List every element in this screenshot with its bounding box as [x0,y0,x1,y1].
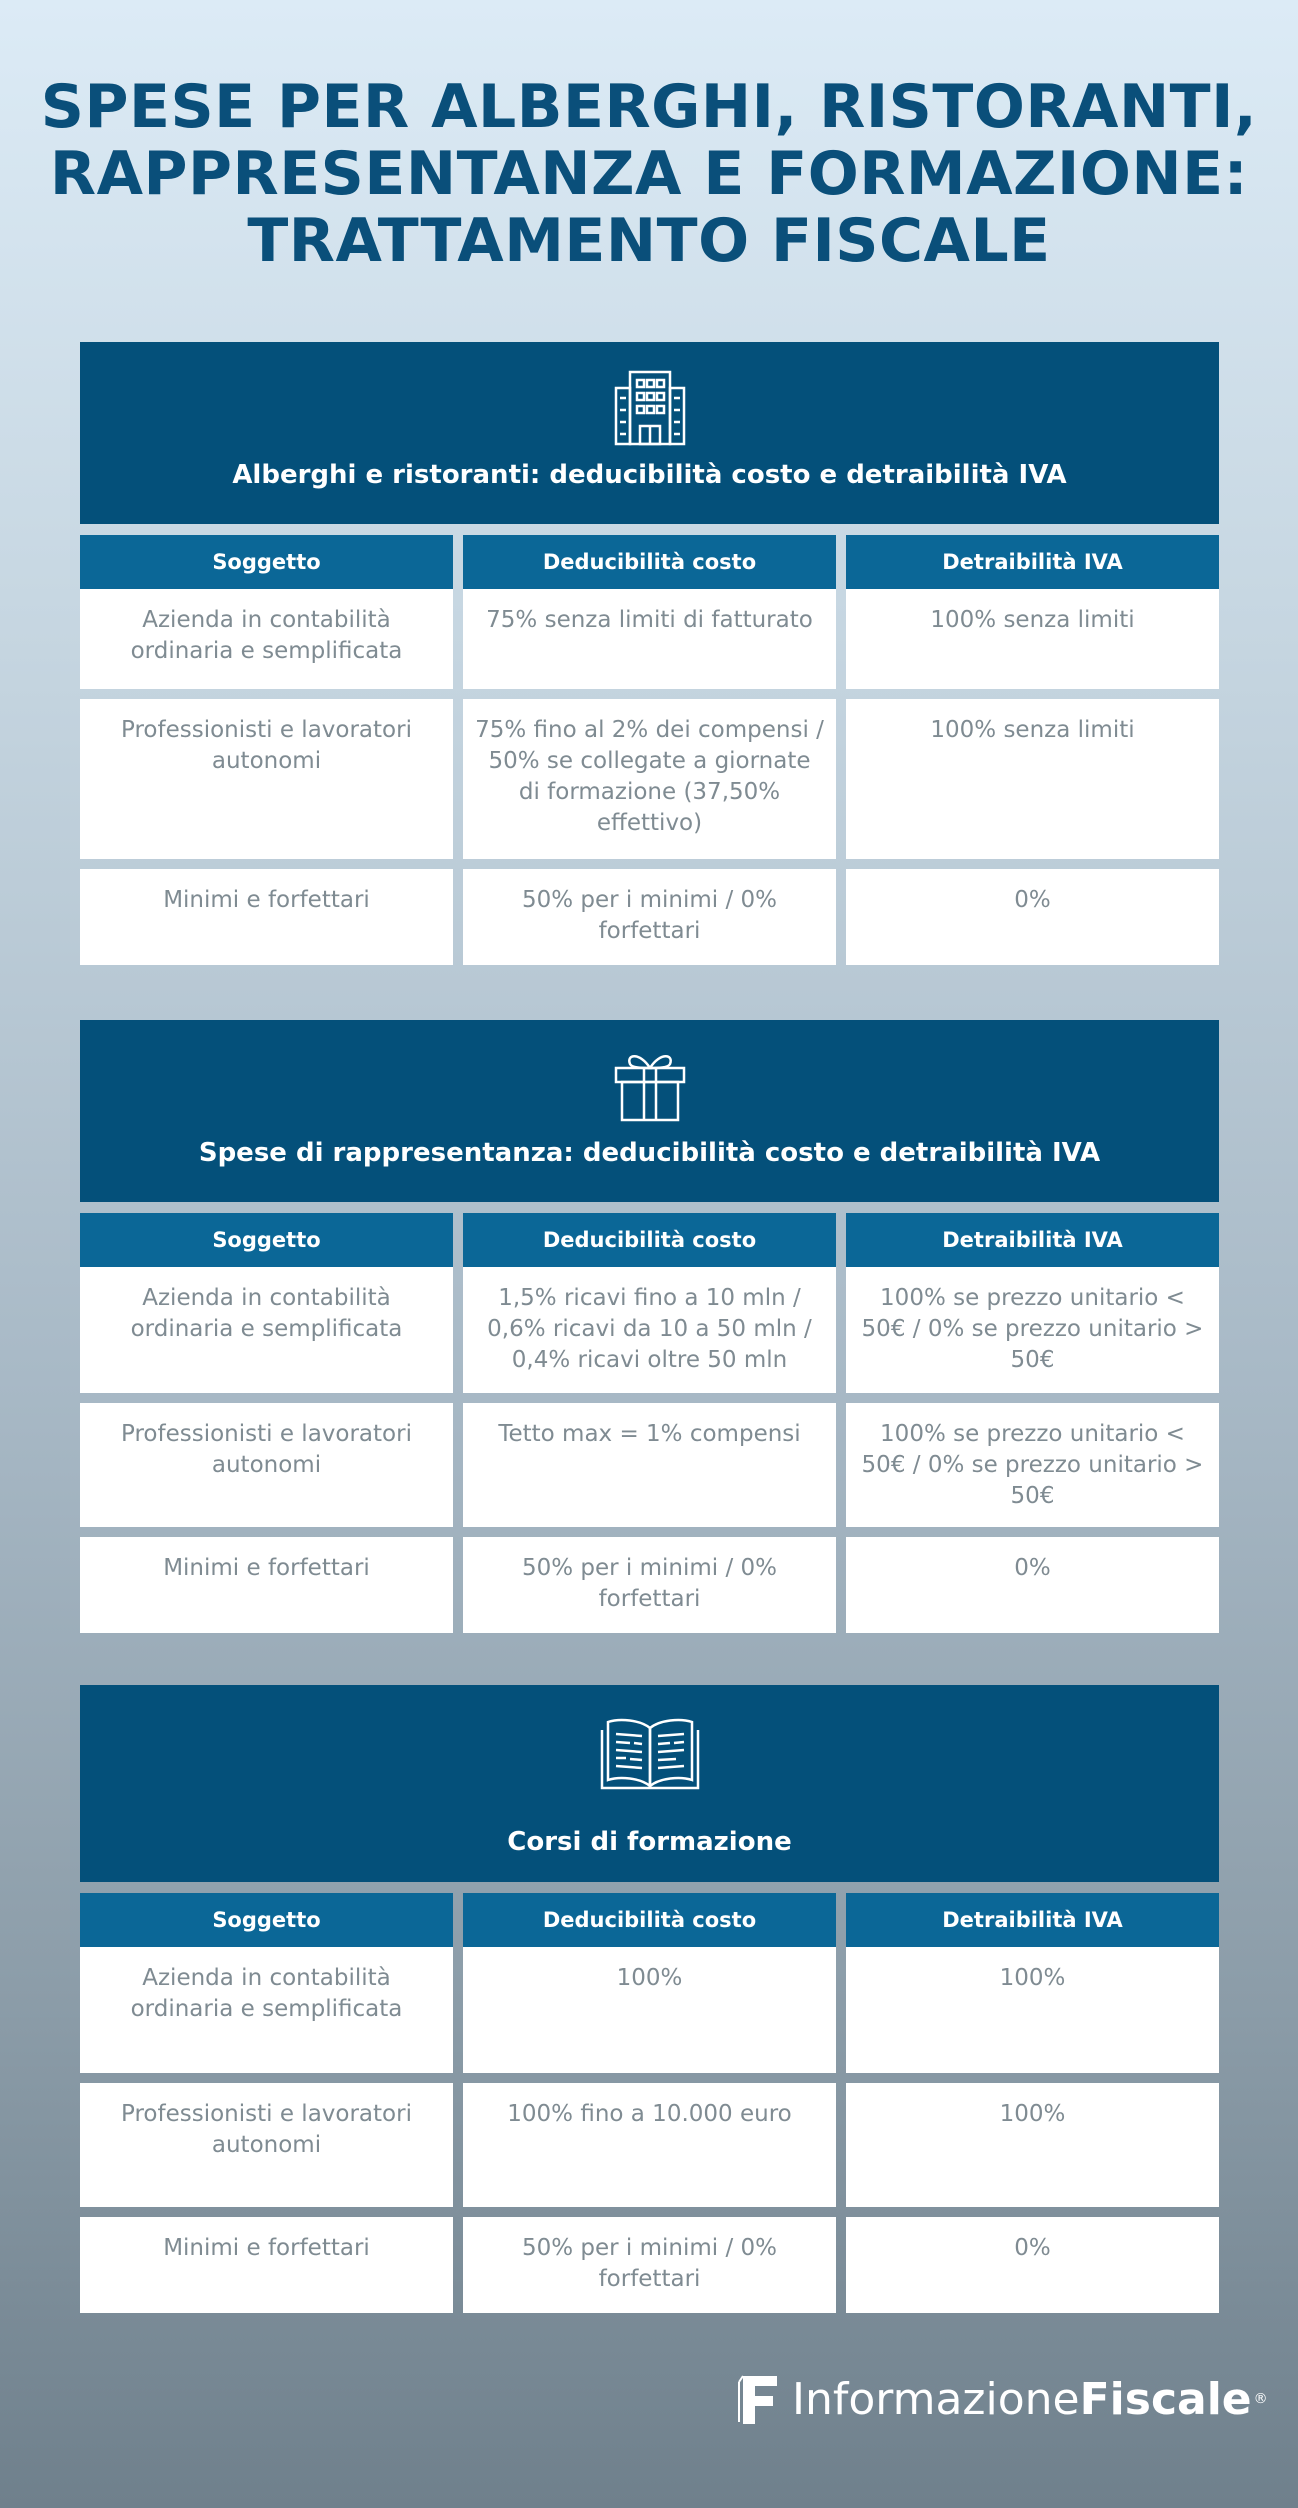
logo-registered: ® [1253,2391,1268,2407]
table-cell: 100% [846,2083,1219,2207]
column-header-deducibilita: Deducibilità costo [463,535,836,589]
table-cell: 100% senza limiti [846,589,1219,689]
section-header [80,1685,1219,1882]
logo-text-regular: Informazione [792,2373,1080,2425]
section-header [80,1020,1219,1202]
section-title: Alberghi e ristoranti: deducibilità costo e detraibilità IVA [232,460,1067,490]
section-header [80,342,1219,524]
column-header-detraibilita: Detraibilità IVA [846,1893,1219,1947]
table-cell: Tetto max = 1% compensi [463,1403,836,1527]
column-header-detraibilita: Detraibilità IVA [846,535,1219,589]
data-table [80,1213,1219,1633]
table-cell: 75% senza limiti di fatturato [463,589,836,689]
table-cell: Minimi e forfettari [80,2217,453,2313]
table-cell: Azienda in contabilità ordinaria e semplificata [80,589,453,689]
section-representation [80,1020,1219,1633]
table-cell: 50% per i minimi / 0% forfettari [463,1537,836,1633]
table-cell: 100% se prezzo unitario < 50€ / 0% se prezzo unitario > 50€ [846,1267,1219,1393]
page-title-line-3: TRATTAMENTO FISCALE [247,206,1051,276]
table-cell: Professionisti e lavoratori autonomi [80,699,453,859]
brand-logo [736,2372,1268,2426]
book-icon [600,1713,700,1793]
table-cell: 0% [846,2217,1219,2313]
table-cell: Professionisti e lavoratori autonomi [80,2083,453,2207]
column-header-soggetto: Soggetto [80,1213,453,1267]
column-header-deducibilita: Deducibilità costo [463,1213,836,1267]
logo-text-bold: Fiscale [1079,2373,1252,2425]
table-cell: 100% [463,1947,836,2073]
column-header-detraibilita: Detraibilità IVA [846,1213,1219,1267]
column-header-deducibilita: Deducibilità costo [463,1893,836,1947]
table-cell: Minimi e forfettari [80,869,453,965]
table-cell: 100% fino a 10.000 euro [463,2083,836,2207]
section-title: Corsi di formazione [507,1827,792,1857]
table-cell: 100% senza limiti [846,699,1219,859]
table-cell: 100% se prezzo unitario < 50€ / 0% se prezzo unitario > 50€ [846,1403,1219,1527]
gift-icon [600,1044,700,1124]
table-cell: 50% per i minimi / 0% forfettari [463,2217,836,2313]
table-cell: Azienda in contabilità ordinaria e semplificata [80,1947,453,2073]
data-table [80,1893,1219,2313]
column-header-soggetto: Soggetto [80,1893,453,1947]
table-cell: Azienda in contabilità ordinaria e semplificata [80,1267,453,1393]
logo-mark-icon [736,2372,784,2426]
column-header-soggetto: Soggetto [80,535,453,589]
table-cell: 1,5% ricavi fino a 10 mln / 0,6% ricavi da 10 a 50 mln / 0,4% ricavi oltre 50 mln [463,1267,836,1393]
table-cell: 100% [846,1947,1219,2073]
table-cell: 75% fino al 2% dei compensi / 50% se collegate a giornate di formazione (37,50% effettivo) [463,699,836,859]
building-icon [600,366,700,446]
table-cell: Professionisti e lavoratori autonomi [80,1403,453,1527]
data-table [80,535,1219,965]
table-cell: 50% per i minimi / 0% forfettari [463,869,836,965]
section-training [80,1685,1219,2313]
page-title [40,74,1258,275]
page-title-line-2: RAPPRESENTANZA E FORMAZIONE: [49,139,1249,209]
section-hotels-restaurants [80,342,1219,965]
page-title-line-1: SPESE PER ALBERGHI, RISTORANTI, [40,72,1258,142]
table-cell: Minimi e forfettari [80,1537,453,1633]
section-title: Spese di rappresentanza: deducibilità costo e detraibilità IVA [198,1138,1101,1168]
table-cell: 0% [846,1537,1219,1633]
table-cell: 0% [846,869,1219,965]
